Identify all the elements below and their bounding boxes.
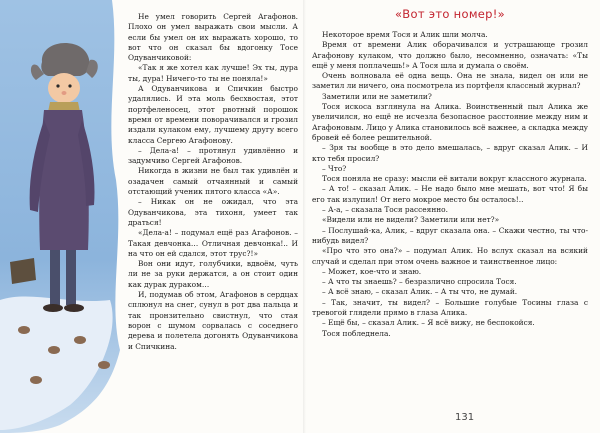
paragraph: Очень волновала её одна вещь. Она не знала, видел он или не заметил ли ничего, она посмотрела из портфеля классный журнал?: [312, 71, 588, 91]
paragraph: А Одуванчикова и Спичкин быстро удалялись. И эта моль бесхвостая, этот портфеленосец, этот рвотный порошок время от времени поворачивался и грозил издали кулаком ему, лучшему другу всего класса Сергею Агафонову.: [128, 84, 298, 145]
paragraph: – Что?: [322, 163, 347, 173]
paragraph: И, подумав об этом, Агафонов в сердцах сплюнул на снег, сунул в рот два пальца и так пронзительно свистнул, что стая ворон с шумом сорвалась с соседнего дерева и полетела догонять Одуванчикова и Спичкина.: [128, 290, 298, 351]
paragraph: «Про что это она?» – подумал Алик. Но вслух сказал на всякий случай и сделал при этом очень важное и таинственное лицо:: [312, 246, 588, 266]
paragraph: – Так, значит, ты видел? – Большие голубые Тосины глаза с тревогой глядели прямо в глаза Алика.: [312, 297, 588, 318]
paragraph: – Ещё бы, – сказал Алик. – Я всё вижу, не беспокойся.: [322, 318, 535, 328]
right-page-text: [312, 30, 588, 339]
paragraph: «Видели или не видели? Заметили или нет?»: [322, 215, 500, 225]
paragraph: Никогда в жизни не был так удивлён и озадачен самый отчаянный и самый отстающий ученик пятого класса «А».: [128, 166, 298, 197]
paragraph: – А что ты знаешь? – безразлично спросила Тося.: [322, 277, 517, 287]
paragraph: – Зря ты вообще в это дело вмешалась, – вдруг сказал Алик. – И кто тебя просил?: [312, 143, 588, 163]
boy-with-sparrows-illustration: [0, 0, 125, 433]
paragraph: Не умел говорить Сергей Агафонов. Плохо он умел выражать свои мысли. А если бы умел он их выражать хорошо, то вот что он сказал бы вдогонку Тосе Одуванчиковой:: [128, 12, 298, 63]
paragraph: Тося искоса взглянула на Алика. Воинственный пыл Алика же увеличился, но ещё не исчезла безопасное расстояние между ним и Агафоновым. Лицо у Алика становилось всё важнее, а складка между бровей её более решительной.: [312, 102, 588, 142]
paragraph: «Так я же хотел как лучше! Эх ты, дура ты, дура! Ничего-то ты не поняла!»: [128, 63, 298, 83]
paragraph: – А-а, – сказала Тося рассеянно.: [322, 205, 448, 215]
paragraph: – Послушай-ка, Алик, – вдруг сказала она. – Скажи честно, ты что-нибудь видел?: [312, 225, 588, 245]
paragraph: – Может, кое-что и знаю.: [322, 266, 422, 276]
chapter-title: «Вот это номер!»: [394, 7, 506, 21]
paragraph: Время от времени Алик оборачивался и устрашающе грозил Агафонову кулаком, что должно было, несомненно, означать: «Ты ещё у меня поплачешь!» А Тося шла и думала о своём.: [312, 40, 588, 70]
page-gutter: [303, 0, 306, 433]
paragraph: Вон они идут, голубчики, вдвоём, чуть ли не за руки держатся, а он стоит один как дурак дураком…: [128, 259, 298, 289]
paragraph: Заметили или не заметили?: [322, 91, 432, 101]
paragraph: «Дела-а! – подумал ещё раз Агафонов. – Такая девчонка… Отличная девчонка!.. И на что он ей сдался, этот трус?!»: [128, 228, 298, 258]
page-number: 131: [455, 412, 475, 423]
paragraph: Тося поняла не сразу: мысли её витали вокруг классного журнала.: [322, 174, 587, 184]
paragraph: – Дела-а! – протянул удивлённо и задумчиво Сергей Агафонов.: [128, 145, 298, 166]
paragraph: – Никак он не ожидал, что эта Одуванчикова, эта тихоня, умеет так драться!: [128, 197, 298, 227]
paragraph: Тося побледнела.: [322, 328, 391, 338]
paragraph: – А всё знаю, – сказал Алик. – А ты что, не думай.: [322, 287, 518, 297]
left-page-text: [128, 12, 298, 352]
paragraph: Некоторое время Тося и Алик шли молча.: [322, 30, 488, 39]
paragraph: – А то! – сказал Алик. – Не надо было мне мешать, вот что! Я бы его так излупил! От него мокрое место бы осталось!..: [312, 184, 588, 204]
